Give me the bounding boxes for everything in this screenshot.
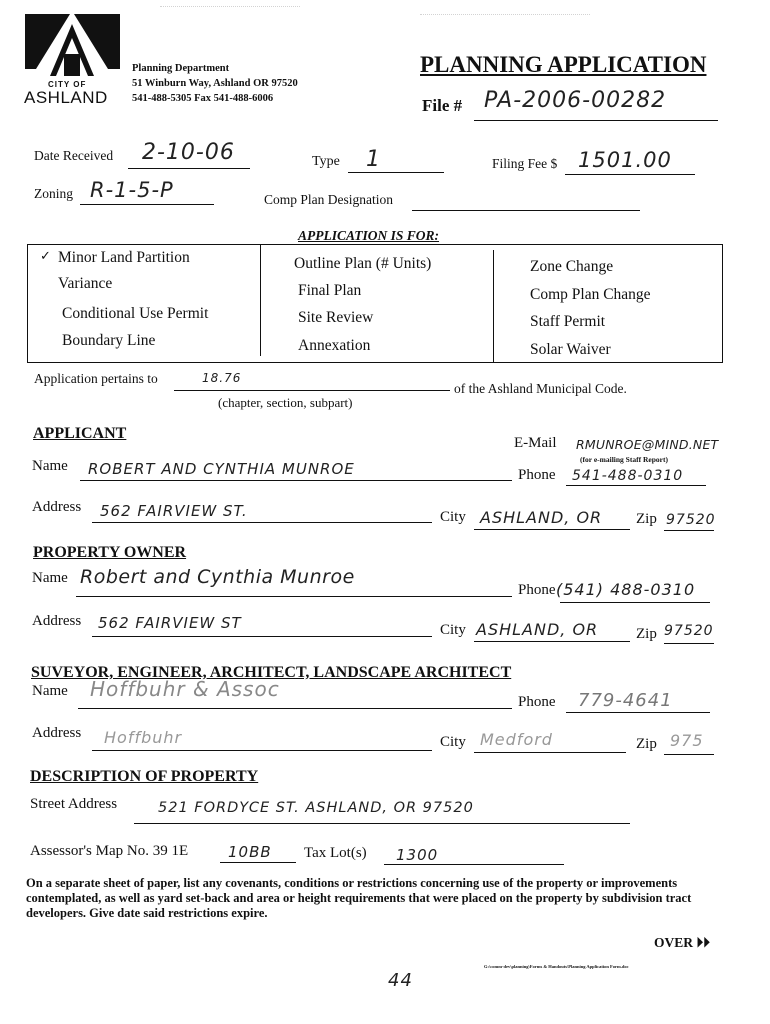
surveyor-address-value[interactable]: Hoffbuhr xyxy=(104,728,183,747)
applicant-zip-label: Zip xyxy=(636,511,657,527)
date-line xyxy=(128,168,250,169)
box-divider xyxy=(260,244,261,356)
owner-city-label: City xyxy=(440,622,466,638)
option-conditional-use-permit[interactable]: Conditional Use Permit xyxy=(62,305,209,322)
applicant-address-value[interactable]: 562 FAIRVIEW ST. xyxy=(100,502,248,520)
assessor-map-line xyxy=(220,862,296,863)
applicant-phone-label: Phone xyxy=(518,467,556,483)
street-address-label: Street Address xyxy=(30,796,118,812)
zoning-line xyxy=(80,204,214,205)
owner-zip-value[interactable]: 97520 xyxy=(664,623,714,639)
comp-plan-label: Comp Plan Designation xyxy=(264,192,393,207)
pertains-hint: (chapter, section, subpart) xyxy=(218,395,353,410)
option-minor-land-partition[interactable]: Minor Land Partition xyxy=(58,249,190,266)
file-path: G:\comm-dev\planning\Forms & Handouts\Planning Application Form.doc xyxy=(484,964,629,969)
applicant-zip-value[interactable]: 97520 xyxy=(666,512,716,528)
applicant-phone-value[interactable]: 541-488-0310 xyxy=(572,468,684,484)
surveyor-address-label: Address xyxy=(32,725,82,741)
file-line xyxy=(474,120,718,121)
owner-address-value[interactable]: 562 FAIRVIEW ST xyxy=(98,614,242,632)
zoning-value[interactable]: R-1-5-P xyxy=(90,178,174,202)
department-name: Planning Department xyxy=(132,63,230,74)
page-title: PLANNING APPLICATION xyxy=(420,52,707,77)
box-divider xyxy=(493,250,494,362)
email-label: E-Mail xyxy=(514,435,557,451)
surveyor-city-line xyxy=(474,752,626,753)
option-annexation[interactable]: Annexation xyxy=(298,337,371,354)
over-label: OVER ⏵⏵ xyxy=(654,935,710,950)
option-site-review[interactable]: Site Review xyxy=(298,309,374,326)
surveyor-phone-label: Phone xyxy=(518,694,556,710)
surveyor-phone-value[interactable]: 779-4641 xyxy=(578,690,673,711)
type-label: Type xyxy=(312,154,340,169)
owner-city-line xyxy=(474,641,630,642)
owner-zip-label: Zip xyxy=(636,626,657,642)
owner-city-value[interactable]: ASHLAND, OR xyxy=(476,620,599,639)
email-note: (for e-mailing Staff Report) xyxy=(580,455,668,464)
logo-city-of: CITY OF xyxy=(48,80,87,89)
covenants-note: On a separate sheet of paper, list any covenants, conditions or restrictions concerning use of the property or improvements contemplated, as well as yard set-back and area or height requirements that were placed on the property by subdivision tract developers. Give date said restrictions expire. xyxy=(26,876,692,920)
option-zone-change[interactable]: Zone Change xyxy=(530,258,614,275)
email-value[interactable]: RMUNROE@MIND.NET xyxy=(576,437,719,452)
owner-phone-value[interactable]: (541) 488-0310 xyxy=(556,580,696,599)
type-line xyxy=(348,172,444,173)
scan-noise xyxy=(160,6,300,15)
option-staff-permit[interactable]: Staff Permit xyxy=(530,313,606,330)
surveyor-phone-line xyxy=(566,712,710,713)
file-number[interactable]: PA-2006-00282 xyxy=(484,88,667,113)
pertains-suffix: of the Ashland Municipal Code. xyxy=(454,381,627,396)
department-phone: 541-488-5305 Fax 541-488-6006 xyxy=(132,93,274,104)
surveyor-city-value[interactable]: Medford xyxy=(480,730,553,749)
scan-noise xyxy=(420,14,590,23)
owner-address-label: Address xyxy=(32,613,82,629)
owner-heading: PROPERTY OWNER xyxy=(33,544,187,561)
owner-phone-label: Phone xyxy=(518,582,556,598)
applicant-name-label: Name xyxy=(32,458,68,474)
date-received-label: Date Received xyxy=(34,148,114,163)
surveyor-zip-line xyxy=(664,754,714,755)
pertains-value[interactable]: 18.76 xyxy=(202,371,242,385)
option-comp-plan-change[interactable]: Comp Plan Change xyxy=(530,286,651,303)
surveyor-city-label: City xyxy=(440,734,466,750)
owner-name-line xyxy=(76,596,512,597)
option-variance[interactable]: Variance xyxy=(58,275,113,292)
type-value[interactable]: 1 xyxy=(366,147,381,172)
minor-partition-checkmark[interactable]: ✓ xyxy=(40,248,51,263)
owner-address-line xyxy=(92,636,432,637)
surveyor-zip-value[interactable]: 975 xyxy=(670,731,704,750)
applicant-city-line xyxy=(474,529,630,530)
surveyor-name-line xyxy=(78,708,512,709)
assessor-map-value[interactable]: 10BB xyxy=(228,843,272,861)
option-outline-plan[interactable]: Outline Plan (# Units) xyxy=(294,255,432,272)
tax-lot-label: Tax Lot(s) xyxy=(304,845,367,861)
surveyor-heading: SUVEYOR, ENGINEER, ARCHITECT, LANDSCAPE ARCHITECT xyxy=(31,664,512,681)
owner-phone-line xyxy=(560,602,710,603)
applicant-name-value[interactable]: ROBERT AND CYNTHIA MUNROE xyxy=(88,460,355,478)
applicant-address-line xyxy=(92,522,432,523)
owner-name-value[interactable]: Robert and Cynthia Munroe xyxy=(80,566,355,588)
pertains-label: Application pertains to xyxy=(34,371,158,386)
surveyor-name-value[interactable]: Hoffbuhr & Assoc xyxy=(90,677,280,701)
applicant-city-label: City xyxy=(440,509,466,525)
owner-zip-line xyxy=(664,643,714,644)
street-address-value[interactable]: 521 FORDYCE ST. ASHLAND, OR 97520 xyxy=(158,800,474,816)
pertains-line xyxy=(174,390,450,391)
option-solar-waiver[interactable]: Solar Waiver xyxy=(530,341,611,358)
option-final-plan[interactable]: Final Plan xyxy=(298,282,362,299)
property-heading: DESCRIPTION OF PROPERTY xyxy=(30,768,259,785)
applicant-city-value[interactable]: ASHLAND, OR xyxy=(480,508,603,527)
street-address-line xyxy=(134,823,630,824)
assessor-map-label: Assessor's Map No. 39 1E xyxy=(30,843,189,859)
surveyor-address-line xyxy=(92,750,432,751)
logo-city-name: ASHLAND xyxy=(24,88,108,107)
department-address: 51 Winburn Way, Ashland OR 97520 xyxy=(132,78,298,89)
owner-name-label: Name xyxy=(32,570,68,586)
tax-lot-line xyxy=(384,864,564,865)
date-received-value[interactable]: 2-10-06 xyxy=(142,140,235,165)
surveyor-zip-label: Zip xyxy=(636,736,657,752)
surveyor-name-label: Name xyxy=(32,683,68,699)
fee-line xyxy=(565,174,695,175)
filing-fee-value[interactable]: 1501.00 xyxy=(578,148,672,172)
tax-lot-value[interactable]: 1300 xyxy=(396,846,439,864)
page-mark: 44 xyxy=(388,970,413,991)
file-label: File # xyxy=(422,96,463,115)
applicant-zip-line xyxy=(664,530,714,531)
option-boundary-line[interactable]: Boundary Line xyxy=(62,332,156,349)
applicant-phone-line xyxy=(566,485,706,486)
comp-plan-line xyxy=(412,210,640,211)
zoning-label: Zoning xyxy=(34,186,73,201)
applicant-address-label: Address xyxy=(32,499,82,515)
applicant-heading: APPLICANT xyxy=(33,425,127,442)
application-for-heading: APPLICATION IS FOR: xyxy=(298,228,440,243)
filing-fee-label: Filing Fee $ xyxy=(492,156,558,171)
applicant-name-line xyxy=(80,480,512,481)
